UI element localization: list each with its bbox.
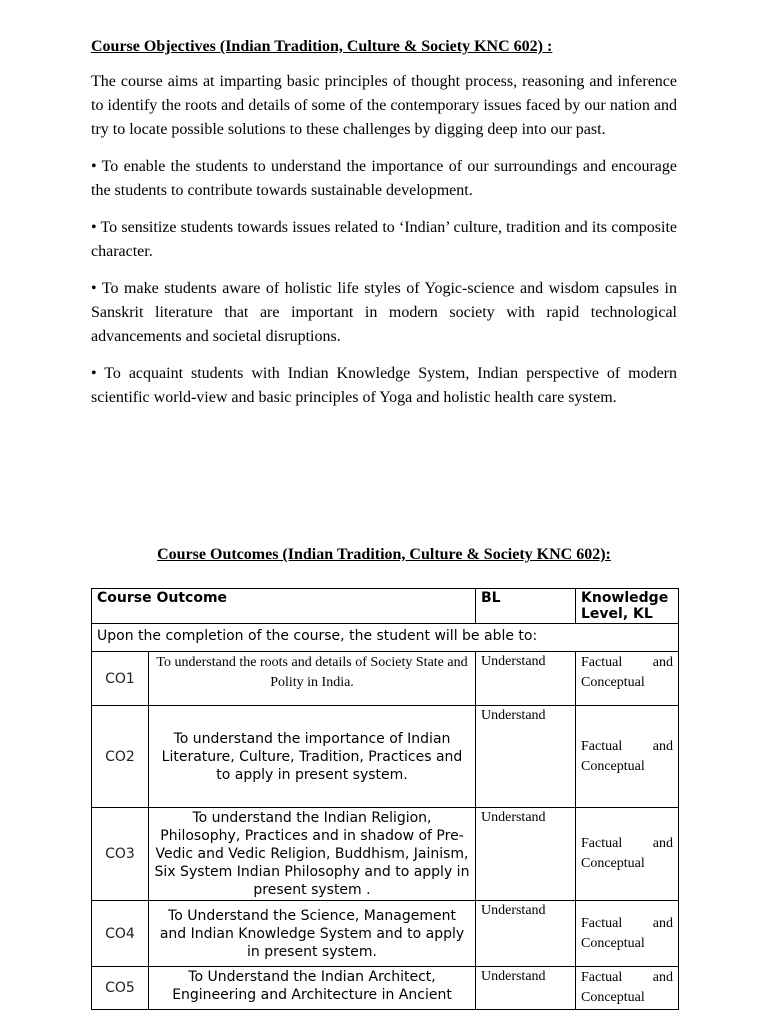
kl-and: and <box>652 970 673 985</box>
co-kl <box>576 808 679 901</box>
course-outcomes-table <box>91 588 679 1010</box>
table-row <box>92 808 679 901</box>
co-kl <box>576 652 679 706</box>
objectives-intro: The course aims at imparting basic principles of thought process, reasoning and inference to identify the roots and details of some of the contemporary issues faced by our nation and try to locate possible solutions to these challenges by digging deep into our past. <box>91 73 677 138</box>
co-kl <box>576 901 679 967</box>
table-row <box>92 706 679 808</box>
kl-and: and <box>652 836 673 851</box>
co-code: CO5 <box>92 967 149 1010</box>
co-bl: Understand <box>476 706 576 808</box>
co-bl: Understand <box>476 967 576 1010</box>
table-header-row <box>92 589 679 624</box>
kl-conceptual: Conceptual <box>581 935 645 951</box>
kl-conceptual: Conceptual <box>581 758 645 774</box>
kl-and: and <box>652 738 673 754</box>
co-code: CO1 <box>92 652 149 706</box>
co-kl <box>576 967 679 1010</box>
completion-statement: Upon the completion of the course, the student will be able to: <box>92 624 679 652</box>
document-page <box>91 36 677 1005</box>
objective-bullet-1: • To enable the students to understand the importance of our surroundings and encourage the students to contribute towards sustainable development. <box>91 158 677 199</box>
co-text: To understand the roots and details of Society State and Polity in India. <box>149 652 476 706</box>
co-bl: Understand <box>476 808 576 901</box>
kl-and: and <box>652 655 673 670</box>
kl-factual: Factual <box>581 655 623 670</box>
kl-factual: Factual <box>581 738 623 754</box>
header-course-outcome: Course Outcome <box>92 589 476 624</box>
co-code: CO3 <box>92 808 149 901</box>
objective-bullet-4: • To acquaint students with Indian Knowledge System, Indian perspective of modern scientific world-view and basic principles of Yoga and holistic health care system. <box>91 365 677 406</box>
co-text: To understand the Indian Religion, Philosophy, Practices and in shadow of Pre-Vedic and Vedic Religion, Buddhism, Jainism, Six System Indian Philosophy and to apply in present system . <box>149 808 476 901</box>
co-code: CO2 <box>92 706 149 808</box>
kl-factual: Factual <box>581 836 623 851</box>
co-code: CO4 <box>92 901 149 967</box>
objective-bullet-2: • To sensitize students towards issues related to ‘Indian’ culture, tradition and its composite character. <box>91 219 677 260</box>
table-row <box>92 652 679 706</box>
header-kl: Knowledge Level, KL <box>576 589 679 624</box>
kl-factual: Factual <box>581 970 623 985</box>
co-text: To Understand the Science, Management and Indian Knowledge System and to apply in present system. <box>149 901 476 967</box>
kl-conceptual: Conceptual <box>581 990 645 1005</box>
objective-bullet-3: • To make students aware of holistic life styles of Yogic-science and wisdom capsules in Sanskrit literature that are important in modern society with rapid technological advancements and societal disruptions. <box>91 280 677 345</box>
co-bl: Understand <box>476 652 576 706</box>
kl-conceptual: Conceptual <box>581 856 645 871</box>
table-intro-row <box>92 624 679 652</box>
kl-factual: Factual <box>581 915 623 931</box>
table-row <box>92 967 679 1010</box>
header-bl: BL <box>476 589 576 624</box>
co-bl: Understand <box>476 901 576 967</box>
objectives-heading: Course Objectives (Indian Tradition, Culture & Society KNC 602) : <box>91 38 553 55</box>
co-text: To understand the importance of Indian Literature, Culture, Tradition, Practices and to apply in present system. <box>149 706 476 808</box>
kl-and: and <box>652 915 673 931</box>
co-kl <box>576 706 679 808</box>
kl-conceptual: Conceptual <box>581 675 645 690</box>
outcomes-heading: Course Outcomes (Indian Tradition, Culture & Society KNC 602): <box>157 546 611 563</box>
table-row <box>92 901 679 967</box>
co-text: To Understand the Indian Architect, Engineering and Architecture in Ancient <box>149 967 476 1010</box>
